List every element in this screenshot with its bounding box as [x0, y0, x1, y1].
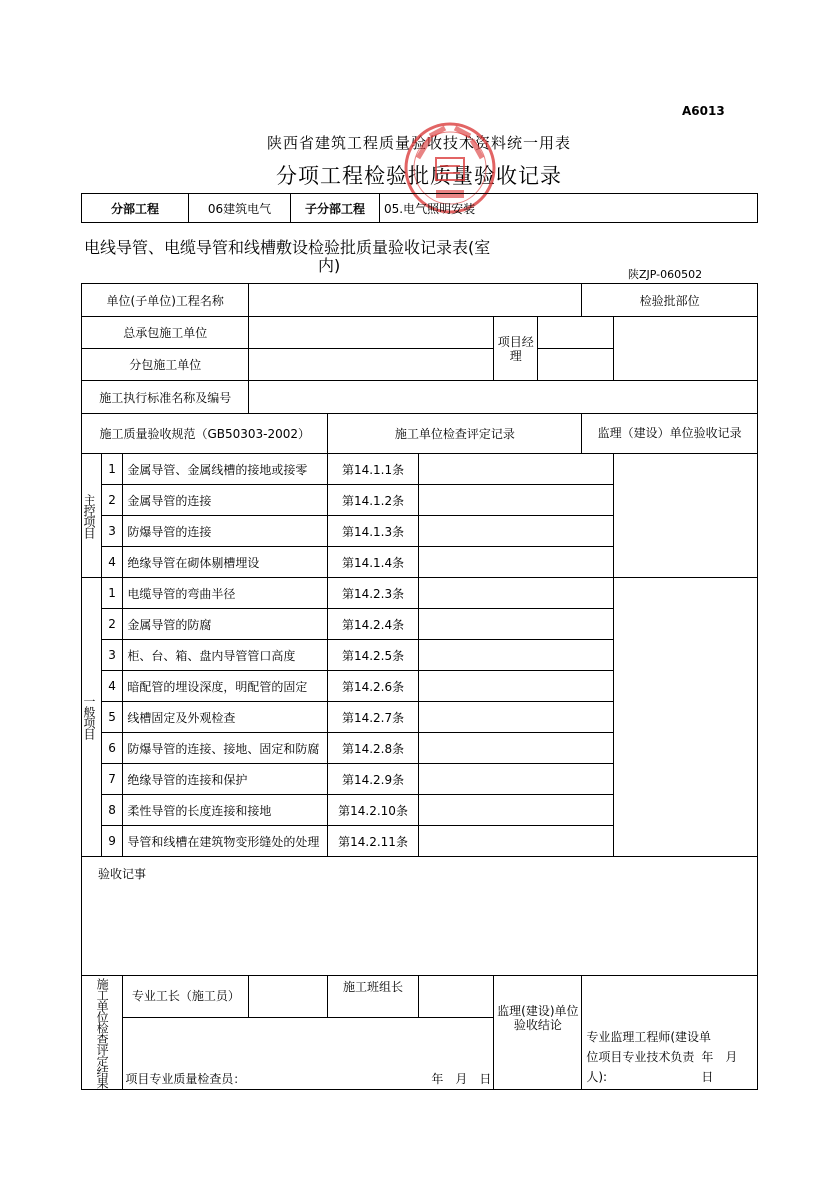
project-manager-field[interactable] — [538, 317, 614, 349]
general-item-text: 绝缘导管的连接和保护 — [123, 764, 328, 795]
supervision-conclusion-label: 监理(建设)单位验收结论 — [494, 976, 582, 1090]
form-code: A6013 — [682, 104, 725, 118]
main-item-record[interactable] — [418, 516, 614, 547]
general-item-clause: 第14.2.11条 — [328, 826, 418, 857]
contractor-record-header: 施工单位检查评定记录 — [328, 414, 582, 454]
general-item-clause: 第14.2.10条 — [328, 795, 418, 826]
remarks-cell[interactable] — [82, 857, 758, 976]
remarks-label: 验收记事 — [98, 867, 147, 881]
main-items-label — [82, 454, 102, 578]
general-item-clause: 第14.2.4条 — [328, 609, 418, 640]
general-item-text: 柔性导管的长度连接和接地 — [123, 795, 328, 826]
general-item-clause: 第14.2.8条 — [328, 733, 418, 764]
inspection-part-field[interactable] — [614, 317, 758, 381]
subdivision-value: 05.电气照明安装 — [380, 194, 758, 223]
general-item-text: 电缆导管的弯曲半径 — [123, 578, 328, 609]
main-item-record[interactable] — [418, 485, 614, 516]
header-line1: 陕西省建筑工程质量验收技术资料统一用表 — [266, 134, 571, 152]
foreman-label: 专业工长（施工员） — [123, 976, 249, 1018]
main-item-no: 3 — [101, 516, 123, 547]
general-item-clause: 第14.2.3条 — [328, 578, 418, 609]
division-table — [81, 193, 758, 223]
general-item-record[interactable] — [418, 671, 614, 702]
doc-number: 陕ZJP-060502 — [628, 268, 703, 281]
general-items-label — [82, 578, 102, 857]
qc-conclusion-cell[interactable] — [123, 1018, 494, 1090]
general-item-record[interactable] — [418, 795, 614, 826]
main-supervision-record[interactable] — [614, 454, 758, 578]
general-item-text: 暗配管的埋设深度，明配管的固定 — [123, 671, 328, 702]
main-item-record[interactable] — [418, 454, 614, 485]
main-item-clause: 第14.1.3条 — [328, 516, 418, 547]
team-leader-field[interactable] — [418, 976, 494, 1018]
contractor-conclusion-text: 施工单位检查评定结果 — [95, 977, 110, 1088]
subdivision-label: 子分部工程 — [291, 194, 380, 223]
general-item-no: 5 — [101, 702, 123, 733]
general-contractor-field[interactable] — [249, 317, 494, 349]
general-item-clause: 第14.2.7条 — [328, 702, 418, 733]
form-subtitle-cont: 内) — [318, 256, 341, 275]
general-item-clause: 第14.2.6条 — [328, 671, 418, 702]
division-value: 06建筑电气 — [189, 194, 291, 223]
supervision-record-header: 监理（建设）单位验收记录 — [582, 414, 758, 454]
general-item-record[interactable] — [418, 733, 614, 764]
general-item-no: 9 — [101, 826, 123, 857]
main-item-no: 2 — [101, 485, 123, 516]
main-items-label-text: 主控项目 — [82, 493, 96, 538]
subcontractor-field[interactable] — [249, 349, 494, 381]
general-item-no: 1 — [101, 578, 123, 609]
main-item-no: 4 — [101, 547, 123, 578]
general-item-no: 6 — [101, 733, 123, 764]
qc-date: 年 月 日 — [431, 1072, 492, 1086]
general-item-text: 导管和线槽在建筑物变形缝处的处理 — [123, 826, 328, 857]
general-item-no: 3 — [101, 640, 123, 671]
subcontractor-manager-field[interactable] — [538, 349, 614, 381]
general-item-no: 7 — [101, 764, 123, 795]
supervision-date: 年 月 日 — [701, 1050, 750, 1084]
general-item-no: 4 — [101, 671, 123, 702]
general-item-text: 柜、台、箱、盘内导管管口高度 — [123, 640, 328, 671]
general-item-text: 金属导管的防腐 — [123, 609, 328, 640]
general-item-record[interactable] — [418, 609, 614, 640]
main-item-text: 绝缘导管在砌体剔槽埋设 — [123, 547, 328, 578]
general-item-text: 线槽固定及外观检查 — [123, 702, 328, 733]
standard-field[interactable] — [249, 381, 758, 414]
inspection-table — [81, 283, 758, 1090]
general-contractor-label: 总承包施工单位 — [82, 317, 249, 349]
general-item-clause: 第14.2.5条 — [328, 640, 418, 671]
contractor-conclusion-label — [82, 976, 123, 1090]
supervisor-label-2: 位项目专业技术负责人): — [586, 1050, 695, 1084]
general-item-record[interactable] — [418, 826, 614, 857]
project-manager-label: 项目经理 — [494, 317, 538, 381]
foreman-field[interactable] — [249, 976, 328, 1018]
spec-header: 施工质量验收规范（GB50303-2002） — [82, 414, 328, 454]
general-item-record[interactable] — [418, 764, 614, 795]
main-item-clause: 第14.1.1条 — [328, 454, 418, 485]
general-supervision-record[interactable] — [614, 578, 758, 857]
general-item-no: 2 — [101, 609, 123, 640]
main-item-clause: 第14.1.4条 — [328, 547, 418, 578]
general-item-record[interactable] — [418, 640, 614, 671]
main-item-text: 金属导管的连接 — [123, 485, 328, 516]
unit-project-label: 单位(子单位)工程名称 — [82, 284, 249, 317]
main-item-no: 1 — [101, 454, 123, 485]
unit-project-field[interactable] — [249, 284, 582, 317]
general-item-text: 防爆导管的连接、接地、固定和防腐 — [123, 733, 328, 764]
general-items-label-text: 一般项目 — [82, 695, 96, 739]
main-item-clause: 第14.1.2条 — [328, 485, 418, 516]
general-item-record[interactable] — [418, 578, 614, 609]
form-subtitle: 电线导管、电缆导管和线槽敷设检验批质量验收记录表(室 — [84, 238, 491, 257]
page-title: 分项工程检验批质量验收记录 — [276, 164, 562, 188]
standard-label: 施工执行标准名称及编号 — [82, 381, 249, 414]
main-item-text: 防爆导管的连接 — [123, 516, 328, 547]
general-item-record[interactable] — [418, 702, 614, 733]
qc-inspector-label: 项目专业质量检查员： — [125, 1072, 246, 1086]
subcontractor-label: 分包施工单位 — [82, 349, 249, 381]
supervisor-label: 专业监理工程师(建设单 — [586, 1030, 711, 1044]
main-item-text: 金属导管、金属线槽的接地或接零 — [123, 454, 328, 485]
division-label: 分部工程 — [82, 194, 189, 223]
inspection-part-label: 检验批部位 — [582, 284, 758, 317]
team-leader-label: 施工班组长 — [328, 976, 418, 1018]
main-item-record[interactable] — [418, 547, 614, 578]
general-item-clause: 第14.2.9条 — [328, 764, 418, 795]
supervision-conclusion-cell[interactable] — [582, 976, 758, 1090]
general-item-no: 8 — [101, 795, 123, 826]
